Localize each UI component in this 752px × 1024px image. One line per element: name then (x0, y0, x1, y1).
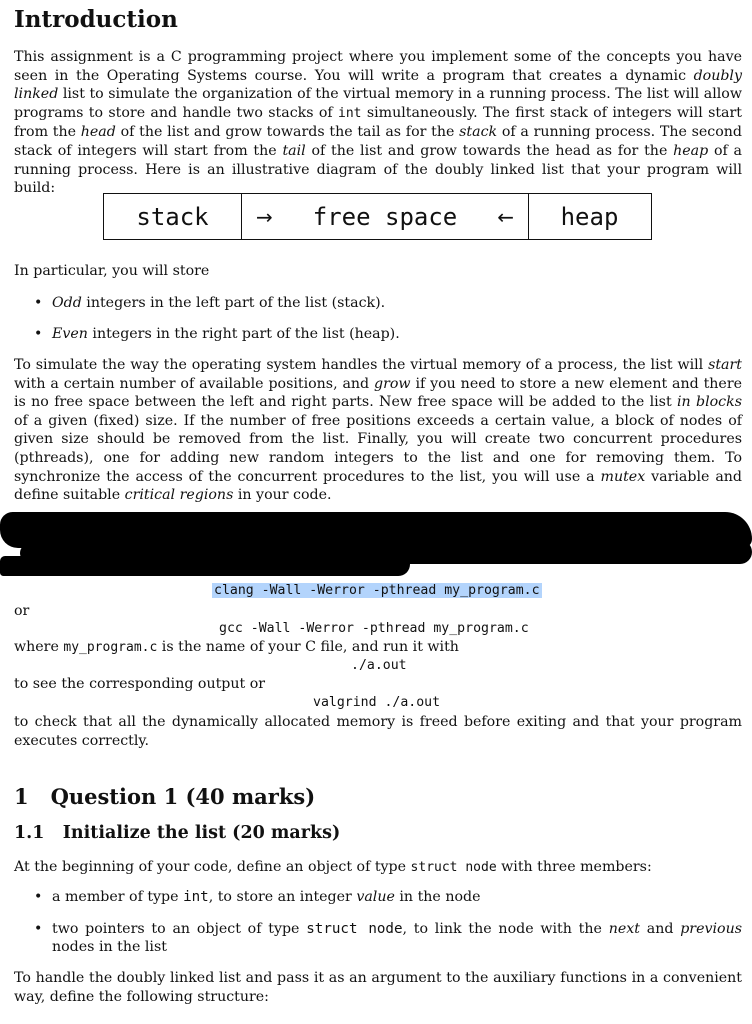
clang-command-selection[interactable]: clang -Wall -Werror -pthread my_program.c (214, 583, 540, 598)
subsection-1-1-heading (14, 823, 340, 843)
text-run: a member of type (52, 889, 184, 905)
emphasis-text: value (356, 889, 395, 905)
emphasis-text: doubly linked (14, 67, 742, 103)
diagram-free-space-cell (242, 194, 529, 239)
inline-code: int (338, 105, 362, 121)
diagram-stack-cell (104, 194, 242, 239)
question-1-heading (14, 784, 315, 809)
text-run: simultaneously. The first stack of integers will start from the (14, 104, 742, 141)
text-run: , to store an integer (208, 889, 357, 905)
emphasis-text: next (608, 920, 640, 937)
text-run: with three members: (496, 859, 652, 875)
inline-code: int (183, 889, 209, 905)
subsection-title: Initialize the list (20 marks) (62, 823, 341, 843)
struct-members-list (34, 888, 742, 957)
text-run: and (639, 920, 681, 937)
text-run: of a running process. The second stack of integers will start from the (14, 124, 742, 159)
diagram-free-space-label: free space (312, 202, 458, 231)
section-title-introduction: Introduction (14, 6, 178, 33)
text-run: of a running process. Here is an illustrative diagram of the doubly linked list that your program will build: (14, 142, 742, 197)
text-run: To simulate the way the operating system handles the virtual memory of a process, the list will (14, 357, 709, 373)
text-run: integers in the right part of the list (heap). (87, 325, 400, 342)
diagram-heap-label: heap (560, 202, 619, 231)
clang-command[interactable] (212, 583, 542, 598)
emphasis-text: Odd (52, 295, 82, 311)
emphasis-text: grow (374, 375, 411, 392)
text-run: list to simulate the organization of the virtual memory in a running process. The list will allow programs to store and handle two stacks of (14, 86, 742, 121)
where-pre: where (14, 639, 64, 655)
define-paragraph (14, 858, 742, 878)
text-run: two pointers to an object of type (52, 920, 307, 937)
section-number: 1 (14, 784, 29, 809)
emphasis-text: tail (282, 142, 306, 159)
or-text: or (14, 603, 30, 619)
text-run: This assignment is a C programming project where you implement some of the concepts you have seen in the Operating Systems course. You will write a program that creates a dynamic (14, 49, 742, 84)
check-paragraph: to check that all the dynamically allocated memory is freed before exiting and that your program executes correctly. (14, 714, 742, 749)
diagram-heap-cell (529, 194, 650, 239)
text-run: of the list and grow towards the tail as for the (115, 124, 460, 141)
text-run: variable and define suitable (14, 468, 742, 504)
filename-code: my_program.c (63, 640, 158, 655)
text-run: , to link the node with the (402, 920, 609, 937)
memory-diagram (103, 193, 652, 240)
text-run: with a certain number of available positions, and (14, 375, 375, 392)
handle-paragraph: To handle the doubly linked list and pass it as an argument to the auxiliary functions in a convenient way, define the following structure: (14, 970, 742, 1005)
list-item (34, 920, 742, 957)
emphasis-text: previous (680, 920, 742, 937)
text-run: if you need to store a new element and there is no free space between the left and right parts. New free space will be added to the list (14, 375, 742, 411)
text-run: At the beginning of your code, define an object of type (14, 859, 411, 875)
emphasis-text: head (80, 124, 116, 141)
where-post: is the name of your C file, and run it with (157, 639, 459, 655)
gcc-command: gcc -Wall -Werror -pthread my_program.c (219, 621, 529, 636)
where-text (14, 639, 459, 655)
emphasis-text: critical regions (124, 487, 234, 504)
emphasis-text: in blocks (677, 394, 743, 411)
emphasis-text: Even (52, 325, 88, 342)
list-item (34, 325, 400, 344)
valgrind-command: valgrind ./a.out (313, 695, 441, 710)
emphasis-text: heap (673, 142, 709, 159)
diagram-stack-label: stack (136, 202, 209, 231)
text-run: nodes in the list (52, 939, 167, 956)
simulate-paragraph (14, 356, 742, 505)
storage-bullet-list (34, 294, 400, 343)
list-item (34, 888, 742, 907)
arrow-right-icon: → (256, 204, 273, 229)
text-run: in your code. (233, 487, 332, 504)
text-run: of a given (fixed) size. If the number of free positions exceeds a certain value, a block of nodes of given size should be removed from the list. Finally, you will create two concurrent procedures (pthreads), one for adding new random integers to the list and one for removing them. To synchronize the access of the concurrent procedures to the list, you will use a (14, 412, 742, 485)
text-run: in the node (394, 889, 481, 905)
section-title: Question 1 (40 marks) (50, 784, 316, 809)
subsection-number: 1.1 (14, 823, 45, 843)
in-particular-text: In particular, you will store (14, 263, 210, 279)
intro-paragraph (14, 48, 742, 198)
see-output-text: to see the corresponding output or (14, 676, 266, 692)
emphasis-text: stack (459, 124, 498, 141)
redaction-scribble (330, 540, 752, 564)
text-run: of the list and grow towards the head as for the (305, 142, 674, 159)
arrow-left-icon: ← (497, 204, 514, 229)
text-run: integers in the left part of the list (stack). (81, 295, 386, 311)
emphasis-text: mutex (600, 468, 646, 485)
list-item (34, 294, 400, 313)
inline-code: struct node (306, 920, 403, 937)
inline-code: struct node (410, 860, 497, 875)
emphasis-text: start (708, 357, 742, 373)
run-command: ./a.out (351, 658, 407, 673)
